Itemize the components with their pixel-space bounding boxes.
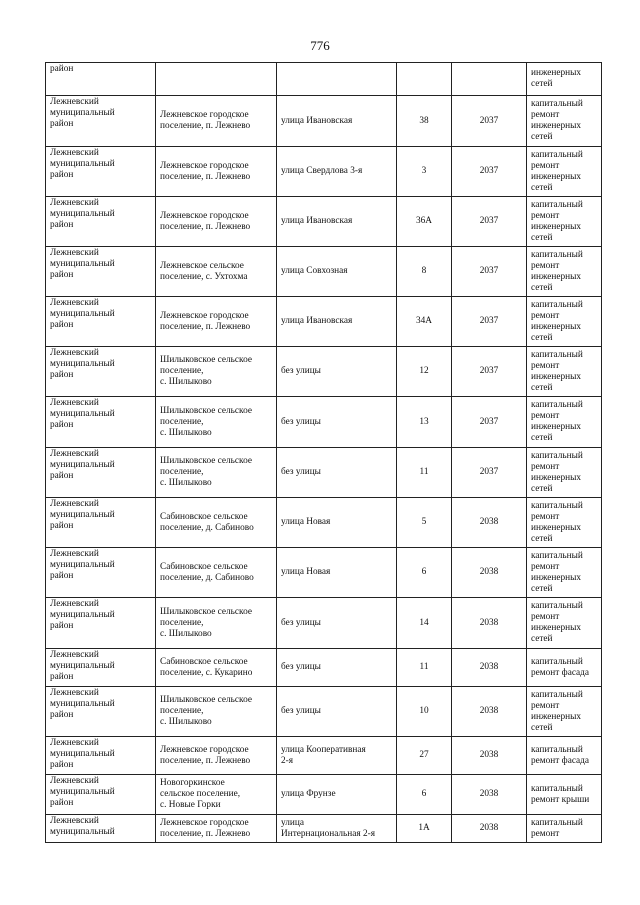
- settlement-cell: [156, 63, 277, 96]
- district-cell: Лежневский муниципальный район: [46, 598, 156, 649]
- settlement-cell: Лежневское городское поселение, п. Лежнево: [156, 297, 277, 347]
- table-row: [46, 548, 602, 598]
- house-number-cell: 1А: [397, 815, 452, 843]
- street-cell: без улицы: [277, 347, 397, 397]
- work-type-cell: капитальный ремонт инженерных сетей: [527, 598, 602, 649]
- house-number-cell: 10: [397, 687, 452, 737]
- table-row: [46, 498, 602, 548]
- settlement-cell: Новогоркинское сельское поселение, с. Новые Горки: [156, 775, 277, 815]
- street-cell: без улицы: [277, 448, 397, 498]
- table-row: [46, 598, 602, 649]
- street-cell: улица Совхозная: [277, 247, 397, 297]
- year-cell: 2037: [452, 347, 527, 397]
- street-cell: улица Кооперативная 2-я: [277, 737, 397, 775]
- house-number-cell: 6: [397, 775, 452, 815]
- table-body: [46, 63, 602, 843]
- house-number-cell: 12: [397, 347, 452, 397]
- district-cell: Лежневский муниципальный район: [46, 498, 156, 548]
- table-row: [46, 448, 602, 498]
- district-cell: Лежневский муниципальный район: [46, 297, 156, 347]
- district-cell: Лежневский муниципальный район: [46, 687, 156, 737]
- year-cell: 2038: [452, 687, 527, 737]
- table-row: [46, 147, 602, 197]
- table-row: [46, 247, 602, 297]
- work-type-cell: капитальный ремонт инженерных сетей: [527, 687, 602, 737]
- settlement-cell: Сабиновское сельское поселение, д. Сабиново: [156, 498, 277, 548]
- settlement-cell: Лежневское городское поселение, п. Лежнево: [156, 815, 277, 843]
- street-cell: без улицы: [277, 687, 397, 737]
- table-row: [46, 815, 602, 843]
- district-cell: Лежневский муниципальный район: [46, 448, 156, 498]
- year-cell: 2038: [452, 737, 527, 775]
- year-cell: 2038: [452, 498, 527, 548]
- housing-repair-table: [45, 62, 602, 843]
- district-cell: Лежневский муниципальный район: [46, 548, 156, 598]
- table-row: [46, 737, 602, 775]
- settlement-cell: Лежневское городское поселение, п. Лежнево: [156, 737, 277, 775]
- settlement-cell: Шилыковское сельское поселение, с. Шилыково: [156, 598, 277, 649]
- street-cell: улица Новая: [277, 498, 397, 548]
- table-row: [46, 197, 602, 247]
- table-row: [46, 347, 602, 397]
- year-cell: 2037: [452, 297, 527, 347]
- table-row: [46, 63, 602, 96]
- settlement-cell: Шилыковское сельское поселение, с. Шилыково: [156, 347, 277, 397]
- table-row: [46, 775, 602, 815]
- settlement-cell: Лежневское городское поселение, п. Лежнево: [156, 197, 277, 247]
- settlement-cell: Лежневское городское поселение, п. Лежнево: [156, 147, 277, 197]
- street-cell: без улицы: [277, 649, 397, 687]
- table-row: [46, 96, 602, 147]
- work-type-cell: капитальный ремонт инженерных сетей: [527, 297, 602, 347]
- street-cell: [277, 63, 397, 96]
- district-cell: район: [46, 63, 156, 96]
- house-number-cell: 13: [397, 397, 452, 448]
- settlement-cell: Лежневское сельское поселение, с. Ухтохма: [156, 247, 277, 297]
- district-cell: Лежневский муниципальный район: [46, 96, 156, 147]
- work-type-cell: капитальный ремонт инженерных сетей: [527, 548, 602, 598]
- work-type-cell: капитальный ремонт инженерных сетей: [527, 147, 602, 197]
- work-type-cell: капитальный ремонт фасада: [527, 737, 602, 775]
- settlement-cell: Шилыковское сельское поселение, с. Шилыково: [156, 397, 277, 448]
- year-cell: 2038: [452, 548, 527, 598]
- work-type-cell: капитальный ремонт инженерных сетей: [527, 448, 602, 498]
- year-cell: [452, 63, 527, 96]
- table-row: [46, 397, 602, 448]
- work-type-cell: капитальный ремонт инженерных сетей: [527, 247, 602, 297]
- district-cell: Лежневский муниципальный район: [46, 247, 156, 297]
- settlement-cell: Сабиновское сельское поселение, с. Кукарино: [156, 649, 277, 687]
- year-cell: 2037: [452, 247, 527, 297]
- work-type-cell: капитальный ремонт фасада: [527, 649, 602, 687]
- house-number-cell: 11: [397, 448, 452, 498]
- settlement-cell: Лежневское городское поселение, п. Лежнево: [156, 96, 277, 147]
- street-cell: без улицы: [277, 598, 397, 649]
- district-cell: Лежневский муниципальный район: [46, 197, 156, 247]
- house-number-cell: 14: [397, 598, 452, 649]
- house-number-cell: 27: [397, 737, 452, 775]
- table-row: [46, 297, 602, 347]
- table-row: [46, 687, 602, 737]
- house-number-cell: 5: [397, 498, 452, 548]
- house-number-cell: 3: [397, 147, 452, 197]
- street-cell: без улицы: [277, 397, 397, 448]
- street-cell: улица Ивановская: [277, 197, 397, 247]
- work-type-cell: капитальный ремонт инженерных сетей: [527, 96, 602, 147]
- settlement-cell: Шилыковское сельское поселение, с. Шилыково: [156, 448, 277, 498]
- table-row: [46, 649, 602, 687]
- settlement-cell: Шилыковское сельское поселение, с. Шилыково: [156, 687, 277, 737]
- work-type-cell: капитальный ремонт инженерных сетей: [527, 197, 602, 247]
- street-cell: улица Свердлова 3-я: [277, 147, 397, 197]
- year-cell: 2038: [452, 649, 527, 687]
- house-number-cell: 38: [397, 96, 452, 147]
- house-number-cell: 11: [397, 649, 452, 687]
- house-number-cell: 6: [397, 548, 452, 598]
- district-cell: Лежневский муниципальный: [46, 815, 156, 843]
- year-cell: 2037: [452, 448, 527, 498]
- year-cell: 2037: [452, 96, 527, 147]
- district-cell: Лежневский муниципальный район: [46, 147, 156, 197]
- work-type-cell: капитальный ремонт инженерных сетей: [527, 347, 602, 397]
- district-cell: Лежневский муниципальный район: [46, 347, 156, 397]
- work-type-cell: капитальный ремонт инженерных сетей: [527, 498, 602, 548]
- year-cell: 2038: [452, 775, 527, 815]
- settlement-cell: Сабиновское сельское поселение, д. Сабиново: [156, 548, 277, 598]
- district-cell: Лежневский муниципальный район: [46, 397, 156, 448]
- house-number-cell: [397, 63, 452, 96]
- year-cell: 2038: [452, 598, 527, 649]
- year-cell: 2037: [452, 397, 527, 448]
- work-type-cell: капитальный ремонт: [527, 815, 602, 843]
- year-cell: 2038: [452, 815, 527, 843]
- house-number-cell: 8: [397, 247, 452, 297]
- street-cell: улица Ивановская: [277, 96, 397, 147]
- street-cell: улица Ивановская: [277, 297, 397, 347]
- year-cell: 2037: [452, 147, 527, 197]
- street-cell: улица Фрунзе: [277, 775, 397, 815]
- street-cell: улица Интернациональная 2-я: [277, 815, 397, 843]
- work-type-cell: капитальный ремонт инженерных сетей: [527, 397, 602, 448]
- page-number: 776: [310, 38, 330, 53]
- district-cell: Лежневский муниципальный район: [46, 649, 156, 687]
- district-cell: Лежневский муниципальный район: [46, 775, 156, 815]
- house-number-cell: 34А: [397, 297, 452, 347]
- work-type-cell: инженерных сетей: [527, 63, 602, 96]
- street-cell: улица Новая: [277, 548, 397, 598]
- work-type-cell: капитальный ремонт крыши: [527, 775, 602, 815]
- year-cell: 2037: [452, 197, 527, 247]
- district-cell: Лежневский муниципальный район: [46, 737, 156, 775]
- house-number-cell: 36А: [397, 197, 452, 247]
